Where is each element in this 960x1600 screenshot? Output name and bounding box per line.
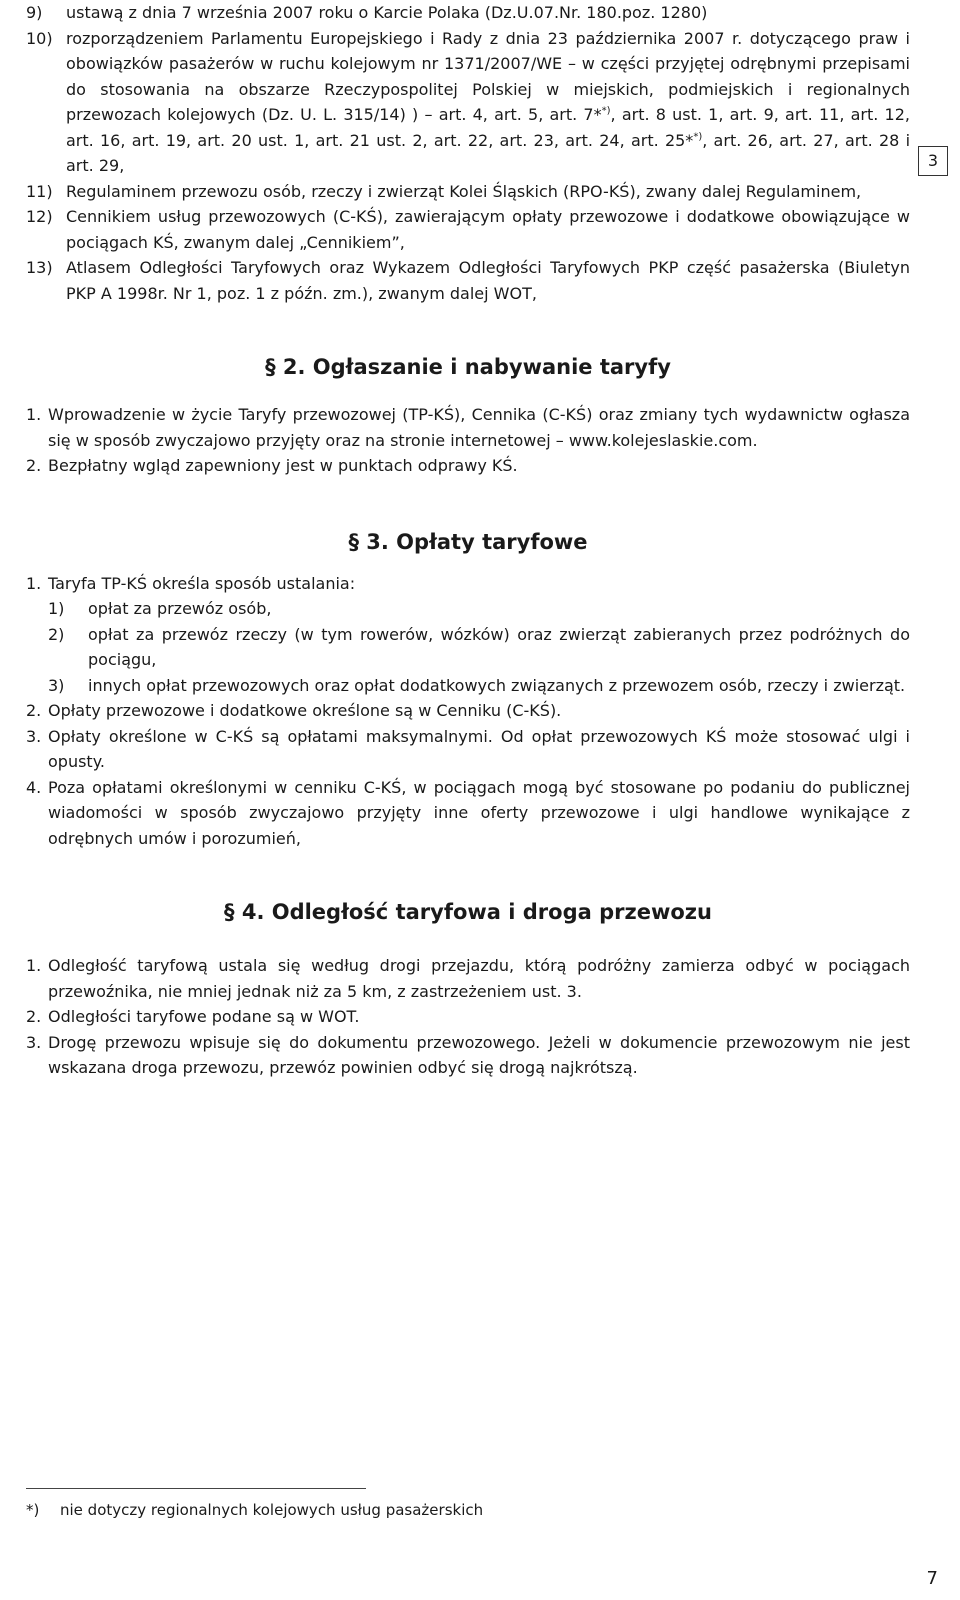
item-number: 1. xyxy=(26,956,42,975)
item-text: Bezpłatny wgląd zapewniony jest w punktach odprawy KŚ. xyxy=(48,456,518,475)
item-number: 3) xyxy=(48,675,65,695)
document-body xyxy=(26,0,911,1519)
list-item xyxy=(26,453,910,479)
item-number: 4. xyxy=(26,777,42,797)
item-number: 2) xyxy=(48,624,65,644)
footnote-text: nie dotyczy regionalnych kolejowych usług pasażerskich xyxy=(60,1501,484,1519)
list-item xyxy=(26,26,910,179)
item-text: Taryfa TP-KŚ określa sposób ustalania: xyxy=(48,573,356,593)
footnote-divider xyxy=(26,1488,366,1489)
item-number: 1) xyxy=(48,599,65,618)
item-text-part: , art. 8 ust. 1, art. 9, art. 11, art. 12, art. 16, art. 19, art. 20 ust. 1, art. 21 ust. 2, art. 22, art. 23, art. 24, art. 25* xyxy=(66,105,910,150)
page-number: 7 xyxy=(926,1568,938,1589)
item-number: 1. xyxy=(26,573,42,593)
item-text: Drogę przewozu wpisuje się do dokumentu przewozowego. Jeżeli w dokumencie przewozowym nie jest wskazana droga przewozu, przewóz powinien odbyć się drogą najkrótszą. xyxy=(48,1032,910,1077)
item-text: Cennikiem usług przewozowych (C-KŚ), zawierającym opłaty przewozowe i dodatkowe obowiązujące w pociągach KŚ, zwanym dalej „Cennikiem”, xyxy=(66,207,910,252)
item-number: 2. xyxy=(26,456,42,475)
list-item xyxy=(26,1030,910,1081)
section-heading: § 3. Opłaty taryfowe xyxy=(348,529,588,554)
footnote-ref: *) xyxy=(601,105,611,117)
chapter-tab: 3 xyxy=(918,146,948,176)
item-text: Odległości taryfowe podane są w WOT. xyxy=(48,1007,360,1026)
list-item xyxy=(26,179,910,205)
item-text: Odległość taryfową ustala się według drogi przejazdu, którą podróżny zamierza odbyć w pociągach przewoźnika, nie mniej jednak niż za 5 km, z zastrzeżeniem ust. 3. xyxy=(48,956,910,1001)
item-number: 3. xyxy=(26,1032,42,1052)
item-text: opłat za przewóz osób, xyxy=(88,599,272,618)
item-number: 10) xyxy=(26,28,53,48)
item-number: 12) xyxy=(26,207,53,226)
item-number: 2. xyxy=(26,1007,42,1026)
item-number: 1. xyxy=(26,405,42,424)
list-item xyxy=(26,402,910,453)
item-number: 13) xyxy=(26,258,53,277)
item-number: 3. xyxy=(26,726,42,746)
item-text: ustawą z dnia 7 września 2007 roku o Karcie Polaka (Dz.U.07.Nr. 180.poz. 1280) xyxy=(66,3,708,22)
sub-list-item xyxy=(26,673,910,699)
sub-list-item xyxy=(26,596,910,622)
list-item xyxy=(26,204,910,255)
list-item xyxy=(26,255,910,306)
list-item xyxy=(26,571,910,597)
list-item xyxy=(26,698,910,724)
list-item xyxy=(26,953,910,1004)
footnote-ref: *) xyxy=(693,131,703,143)
item-text: Opłaty przewozowe i dodatkowe określone są w Cenniku (C-KŚ). xyxy=(48,701,562,720)
item-text: Regulaminem przewozu osób, rzeczy i zwierząt Kolei Śląskich (RPO-KŚ), zwany dalej Regulaminem, xyxy=(66,181,862,201)
item-text: innych opłat przewozowych oraz opłat dodatkowych związanych z przewozem osób, rzeczy i zwierząt. xyxy=(88,675,906,695)
list-item xyxy=(26,1004,910,1030)
item-number: 2. xyxy=(26,701,42,720)
footnote xyxy=(26,1500,483,1520)
sub-list-item xyxy=(26,622,910,673)
footnote-mark: *) xyxy=(26,1501,40,1519)
item-text: Wprowadzenie w życie Taryfy przewozowej (TP-KŚ), Cennika (C-KŚ) oraz zmiany tych wydawnictw ogłasza się w sposób zwyczajowo przyjęty oraz na stronie internetowej – www.kolejeslaskie.com. xyxy=(48,405,910,450)
list-item xyxy=(26,724,910,775)
section-heading: § 2. Ogłaszanie i nabywanie taryfy xyxy=(265,355,671,379)
item-number: 11) xyxy=(26,181,53,201)
item-text: opłat za przewóz rzeczy (w tym rowerów, wózków) oraz zwierząt zabieranych przez podróżnych do pociągu, xyxy=(88,624,910,669)
item-text: Opłaty określone w C-KŚ są opłatami maksymalnymi. Od opłat przewozowych KŚ może stosować ulgi i opusty. xyxy=(48,726,910,771)
item-text-part: , art. 26, art. 27, art. 28 i art. 29, xyxy=(66,130,911,175)
item-text xyxy=(66,26,910,179)
item-text: Poza opłatami określonymi w cenniku C-KŚ, w pociągach mogą być stosowane po podaniu do publicznej wiadomości w sposób zwyczajowo przyjęty inne oferty przewozowe i ulgi handlowe wynikające z odrębnych umów i porozumień, xyxy=(48,777,910,848)
list-item xyxy=(26,775,910,852)
item-text: Atlasem Odległości Taryfowych oraz Wykazem Odległości Taryfowych PKP część pasażerska (Biuletyn PKP A 1998r. Nr 1, poz. 1 z późn. zm.), zwanym dalej WOT, xyxy=(66,258,910,303)
item-number: 9) xyxy=(26,3,43,22)
section-heading: § 4. Odległość taryfowa i droga przewozu xyxy=(224,900,712,924)
item-text-part: rozporządzeniem Parlamentu Europejskiego i Rady z dnia 23 października 2007 r. dotyczącego praw i obowiązków pasażerów w ruchu kolejowym nr 1371/2007/WE – w części przyjętej odrębnymi przepisami do stosowania na obszarze Rzeczypospolitej Polskiej w miejskich, podmiejskich i regionalnych przewozach kolejowych (Dz. U. L. 315/14) ) – art. 4, art. 5, art. 7* xyxy=(66,28,910,124)
list-item xyxy=(26,0,910,26)
